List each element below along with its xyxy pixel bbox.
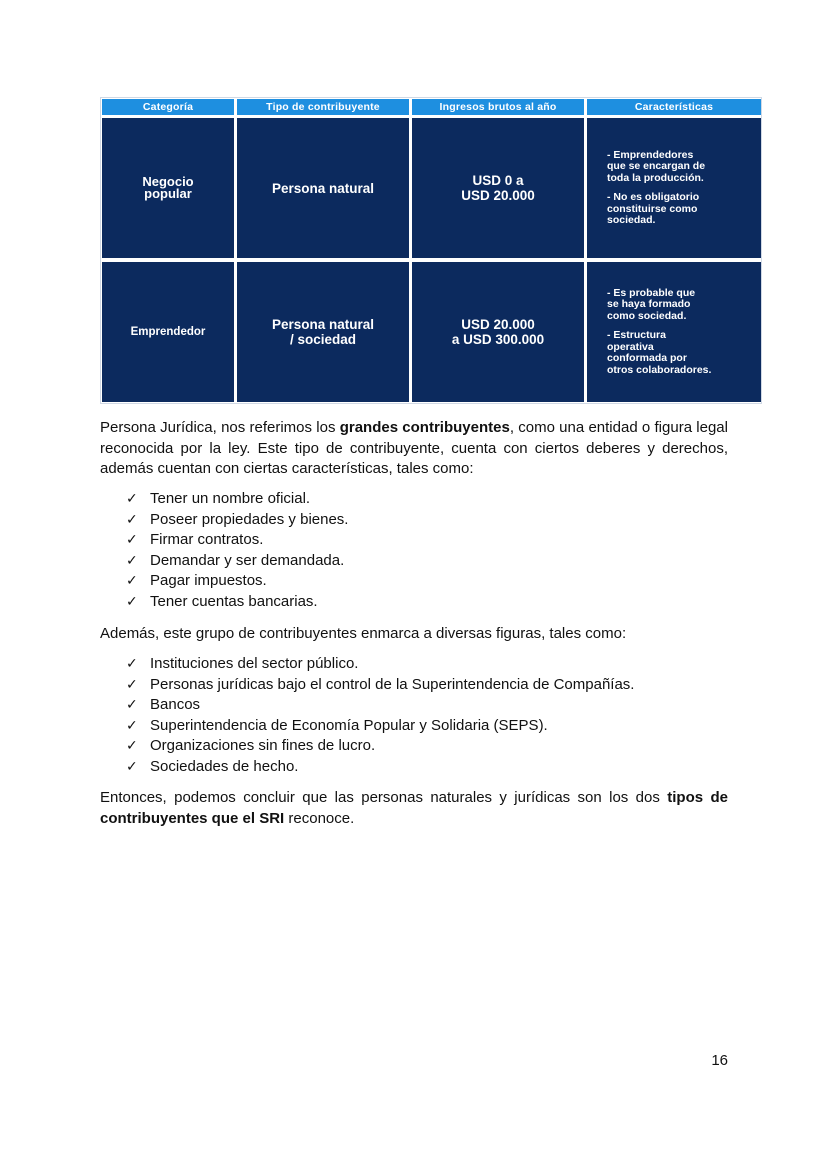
- check-icon: ✓: [126, 491, 138, 507]
- list-item: [126, 592, 348, 613]
- check-icon: ✓: [126, 593, 138, 610]
- characteristic-block: [607, 192, 699, 227]
- check-icon: ✓: [126, 717, 138, 734]
- text-run: Entonces, podemos concluir que las personas naturales y jurídicas son los dos: [100, 789, 668, 806]
- paragraph-conclusion: [100, 788, 728, 829]
- cell-tipo: [237, 118, 409, 258]
- taxpayer-category-table: [100, 97, 762, 404]
- cell-line: USD 0 a: [472, 173, 524, 188]
- table-row: [102, 118, 761, 258]
- list-item-text: Superintendencia de Economía Popular y Solidaria (SEPS).: [150, 716, 548, 734]
- cell-tipo: [237, 262, 409, 402]
- check-icon: ✓: [126, 697, 138, 713]
- header-categoria: Categoría: [102, 99, 234, 115]
- cell-line: USD 20.000: [461, 188, 535, 203]
- cell-line: Persona natural: [271, 180, 375, 196]
- page-number: 16: [711, 1052, 728, 1069]
- list-item-text: Tener un nombre oficial.: [150, 490, 311, 507]
- characteristic-block: [607, 150, 705, 185]
- cell-line: a USD 300.000: [451, 332, 545, 347]
- cell-line: - Estructura: [607, 329, 666, 342]
- cell-line: Negocio: [142, 174, 194, 189]
- cell-line: / sociedad: [289, 332, 356, 347]
- cell-line: toda la producción.: [607, 171, 704, 184]
- check-icon: ✓: [126, 552, 138, 569]
- cell-line: USD 20.000: [461, 317, 535, 332]
- check-icon: ✓: [126, 573, 138, 589]
- cell-line: Emprendedor: [130, 326, 206, 338]
- cell-line: constituirse como: [607, 202, 698, 215]
- text-run: , como una entidad o figura legal reconocida por la ley. Este tipo de contribuyente, cuenta con ciertos deberes y derechos, además cuentan con ciertas características, tales como:: [100, 419, 728, 477]
- cell-line: - Es probable que: [607, 286, 696, 299]
- cell-line: otros colaboradores.: [607, 363, 712, 376]
- check-icon: ✓: [126, 676, 138, 693]
- characteristics-list: [126, 489, 348, 612]
- cell-line: popular: [144, 186, 192, 201]
- cell-line: sociedad.: [607, 214, 656, 226]
- check-icon: ✓: [126, 758, 138, 775]
- cell-line: operativa: [607, 340, 654, 353]
- list-item: [126, 551, 348, 572]
- cell-caracteristicas: [587, 118, 761, 258]
- table-header-row: [102, 99, 761, 115]
- cell-categoria: [102, 262, 234, 402]
- list-item: [126, 736, 634, 757]
- list-item-text: Personas jurídicas bajo el control de la Superintendencia de Compañías.: [150, 675, 635, 693]
- list-item-text: Bancos: [150, 696, 201, 713]
- cell-ingresos: [412, 118, 584, 258]
- cell-line: que se encargan de: [607, 160, 706, 172]
- header-caracteristicas: Características: [587, 99, 761, 115]
- table-row: [102, 262, 761, 402]
- list-item-text: Pagar impuestos.: [150, 572, 267, 589]
- list-item: [126, 530, 348, 551]
- list-item-text: Tener cuentas bancarias.: [150, 592, 318, 610]
- list-item: [126, 757, 634, 778]
- characteristic-block: [607, 288, 695, 323]
- check-icon: ✓: [126, 656, 138, 672]
- figures-list: [126, 654, 634, 777]
- cell-line: se haya formado: [607, 298, 691, 311]
- cell-line: - No es obligatorio: [607, 191, 700, 203]
- check-icon: ✓: [126, 511, 138, 528]
- text-run: reconoce.: [284, 809, 355, 827]
- list-item: [126, 571, 348, 592]
- list-item-text: Poseer propiedades y bienes.: [150, 510, 349, 528]
- list-item: [126, 489, 348, 510]
- list-item: [126, 716, 634, 737]
- characteristic-block: [607, 330, 711, 376]
- header-ingresos: Ingresos brutos al año: [412, 99, 584, 115]
- list-item-text: Firmar contratos.: [150, 531, 264, 548]
- bold-text: tipos de contribuyentes que el SRI: [100, 789, 728, 827]
- header-tipo: Tipo de contribuyente: [237, 99, 409, 115]
- check-icon: ✓: [126, 738, 138, 754]
- cell-categoria: [102, 118, 234, 258]
- list-item: [126, 695, 634, 716]
- bold-text: grandes contribuyentes: [339, 419, 510, 436]
- list-item-text: Demandar y ser demandada.: [150, 551, 345, 569]
- list-item-text: Instituciones del sector público.: [150, 655, 359, 672]
- text-run: Persona Jurídica, nos referimos los: [100, 419, 340, 436]
- paragraph-persona-juridica: [100, 418, 728, 480]
- list-item-text: Organizaciones sin fines de lucro.: [150, 737, 376, 754]
- cell-line: conformada por: [607, 352, 687, 365]
- cell-line: como sociedad.: [607, 309, 687, 322]
- paragraph-figuras: Además, este grupo de contribuyentes enmarca a diversas figuras, tales como:: [100, 625, 627, 642]
- list-item-text: Sociedades de hecho.: [150, 757, 299, 775]
- list-item: [126, 675, 634, 696]
- check-icon: ✓: [126, 532, 138, 548]
- list-item: [126, 510, 348, 531]
- list-item: [126, 654, 634, 675]
- cell-line: - Emprendedores: [607, 148, 694, 161]
- cell-caracteristicas: [587, 262, 761, 402]
- cell-ingresos: [412, 262, 584, 402]
- cell-line: Persona natural: [271, 317, 375, 332]
